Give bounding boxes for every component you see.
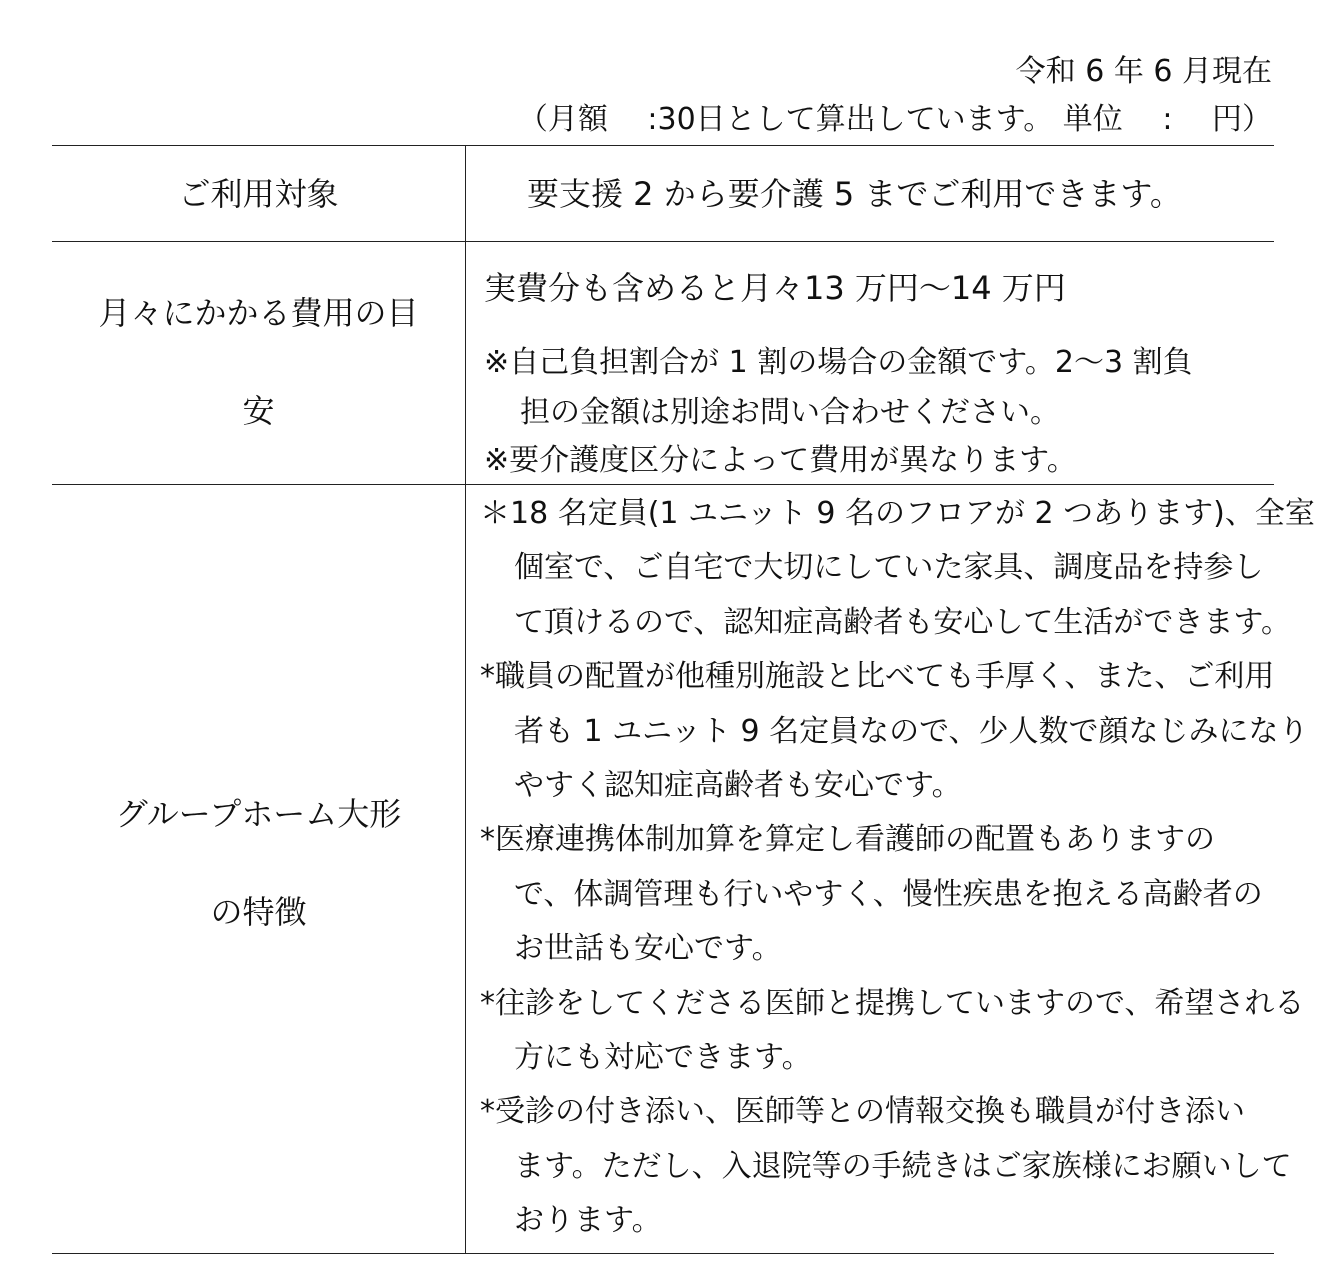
feature-line: 方にも対応できます。 <box>514 1040 812 1076</box>
target-label: ご利用対象 <box>178 175 339 213</box>
feature-line: お世話も安心です。 <box>514 931 782 967</box>
row-target <box>52 146 1274 242</box>
features-label-line: グループホーム大形 <box>115 795 402 833</box>
unit-note: （月額 :30日として算出しています。 単位 : 円） <box>517 102 1272 137</box>
feature-line: *医療連携体制加算を算定し看護師の配置もありますの <box>480 822 1215 858</box>
cost-label-line: 安 <box>242 392 275 430</box>
features-content <box>480 487 1315 1249</box>
feature-line: おります。 <box>514 1203 662 1239</box>
feature-line: *往診をしてくださる医師と提携していますので、希望される <box>480 985 1305 1021</box>
feature-line: ＊18 名定員(1 ユニット 9 名のフロアが 2 つあります)、全室 <box>480 496 1315 531</box>
feature-line: て頂けるので、認知症高齢者も安心して生活ができます。 <box>514 604 1291 640</box>
info-table <box>52 145 1315 1254</box>
row-cost <box>52 242 1274 485</box>
date-line: 令和 6 年 6 月現在 <box>1015 54 1272 89</box>
cost-label <box>52 264 465 460</box>
features-label <box>52 765 465 961</box>
target-content: 要支援 2 から要介護 5 までご利用できます。 <box>527 175 1182 213</box>
feature-line: で、体調管理も行いやすく、慢性疾患を抱える高齢者の <box>514 876 1263 912</box>
features-label-line: の特徴 <box>210 893 307 931</box>
feature-line: ます。ただし、入退院等の手続きはご家族様にお願いして <box>514 1148 1292 1184</box>
cost-note: 担の金額は別途お問い合わせください。 <box>520 395 1060 430</box>
feature-line: *職員の配置が他種別施設と比べても手厚く、また、ご利用 <box>480 659 1275 695</box>
feature-line: *受診の付き添い、医師等との情報交換も職員が付き添い <box>480 1094 1245 1130</box>
cost-note: ※自己負担割合が 1 割の場合の金額です。2～3 割負 <box>484 345 1193 380</box>
row-features <box>52 485 1315 1253</box>
feature-line: 個室で、ご自宅で大切にしていた家具、調度品を持参し <box>514 550 1264 586</box>
cost-main: 実費分も含めると月々13 万円～14 万円 <box>484 269 1066 307</box>
feature-line: 者も 1 ユニット 9 名定員なので、少人数で顔なじみになり <box>514 713 1309 749</box>
cost-label-line: 月々にかかる費用の目 <box>98 294 419 332</box>
cost-notes <box>484 338 1274 486</box>
feature-line: やすく認知症高齢者も安心です。 <box>514 768 962 804</box>
cost-note: ※要介護度区分によって費用が異なります。 <box>484 443 1077 478</box>
